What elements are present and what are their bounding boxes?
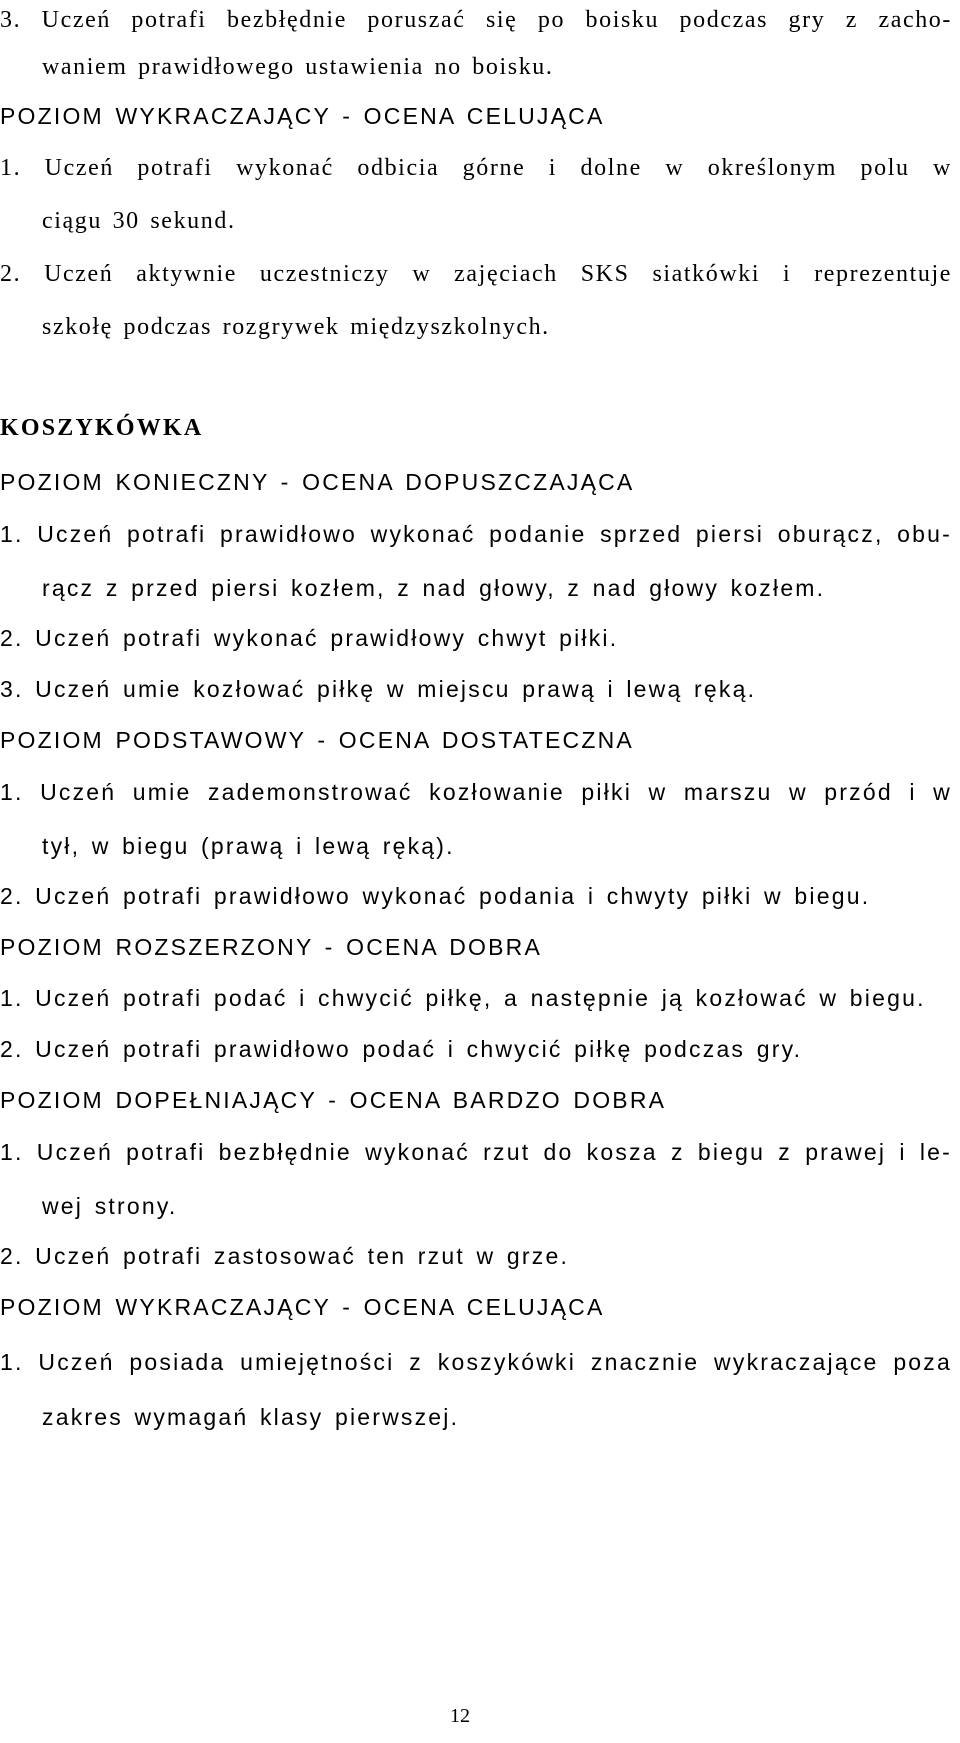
paragraph-line: wej strony. — [42, 1193, 178, 1219]
paragraph-line: 2. Uczeń potrafi prawidłowo podać i chwycić piłkę podczas gry. — [0, 1036, 803, 1062]
paragraph-line: rącz z przed piersi kozłem, z nad głowy, z nad głowy kozłem. — [42, 575, 826, 601]
level-heading: POZIOM PODSTAWOWY - OCENA DOSTATECZNA — [0, 727, 634, 753]
level-heading: POZIOM WYKRACZAJĄCY - OCENA CELUJĄCA — [0, 103, 605, 129]
paragraph-line: 2. Uczeń potrafi prawidłowo wykonać podania i chwyty piłki w biegu. — [0, 883, 871, 909]
paragraph-line: 1. Uczeń potrafi bezbłędnie wykonać rzut do kosza z biegu z prawej i le- — [0, 1139, 952, 1165]
level-heading: POZIOM KONIECZNY - OCENA DOPUSZCZAJĄCA — [0, 469, 635, 495]
paragraph-line: 1. Uczeń potrafi prawidłowo wykonać podanie sprzed piersi oburącz, obu- — [0, 521, 952, 547]
level-heading: POZIOM ROZSZERZONY - OCENA DOBRA — [0, 934, 543, 960]
paragraph-line: tył, w biegu (prawą i lewą ręką). — [42, 833, 455, 859]
paragraph-line: zakres wymagań klasy pierwszej. — [42, 1404, 460, 1430]
paragraph-line: 2. Uczeń aktywnie uczestniczy w zajęciach SKS siatkówki i reprezentuje — [0, 261, 952, 287]
paragraph-line: 1. Uczeń posiada umiejętności z koszykówki znacznie wykraczające poza — [0, 1349, 952, 1375]
paragraph-line: szkołę podczas rozgrywek międzyszkolnych. — [42, 314, 550, 340]
section-heading: KOSZYKÓWKA — [0, 415, 204, 441]
page-number: 12 — [450, 1705, 470, 1727]
paragraph-line: ciągu 30 sekund. — [42, 208, 236, 234]
level-heading: POZIOM WYKRACZAJĄCY - OCENA CELUJĄCA — [0, 1294, 605, 1320]
paragraph-line: waniem prawidłowego ustawienia no boisku. — [42, 54, 554, 80]
paragraph-line: 1. Uczeń potrafi podać i chwycić piłkę, a następnie ją kozłować w biegu. — [0, 985, 926, 1011]
paragraph-line: 3. Uczeń umie kozłować piłkę w miejscu prawą i lewą ręką. — [0, 676, 757, 702]
paragraph-line: 2. Uczeń potrafi wykonać prawidłowy chwyt piłki. — [0, 625, 619, 651]
paragraph-line: 1. Uczeń umie zademonstrować kozłowanie piłki w marszu w przód i w — [0, 779, 952, 805]
paragraph-line: 2. Uczeń potrafi zastosować ten rzut w grze. — [0, 1243, 570, 1269]
level-heading: POZIOM DOPEŁNIAJĄCY - OCENA BARDZO DOBRA — [0, 1087, 667, 1113]
paragraph-line: 1. Uczeń potrafi wykonać odbicia górne i dolne w określonym polu w — [0, 155, 952, 181]
paragraph-line: 3. Uczeń potrafi bezbłędnie poruszać się po boisku podczas gry z zacho- — [0, 7, 952, 33]
